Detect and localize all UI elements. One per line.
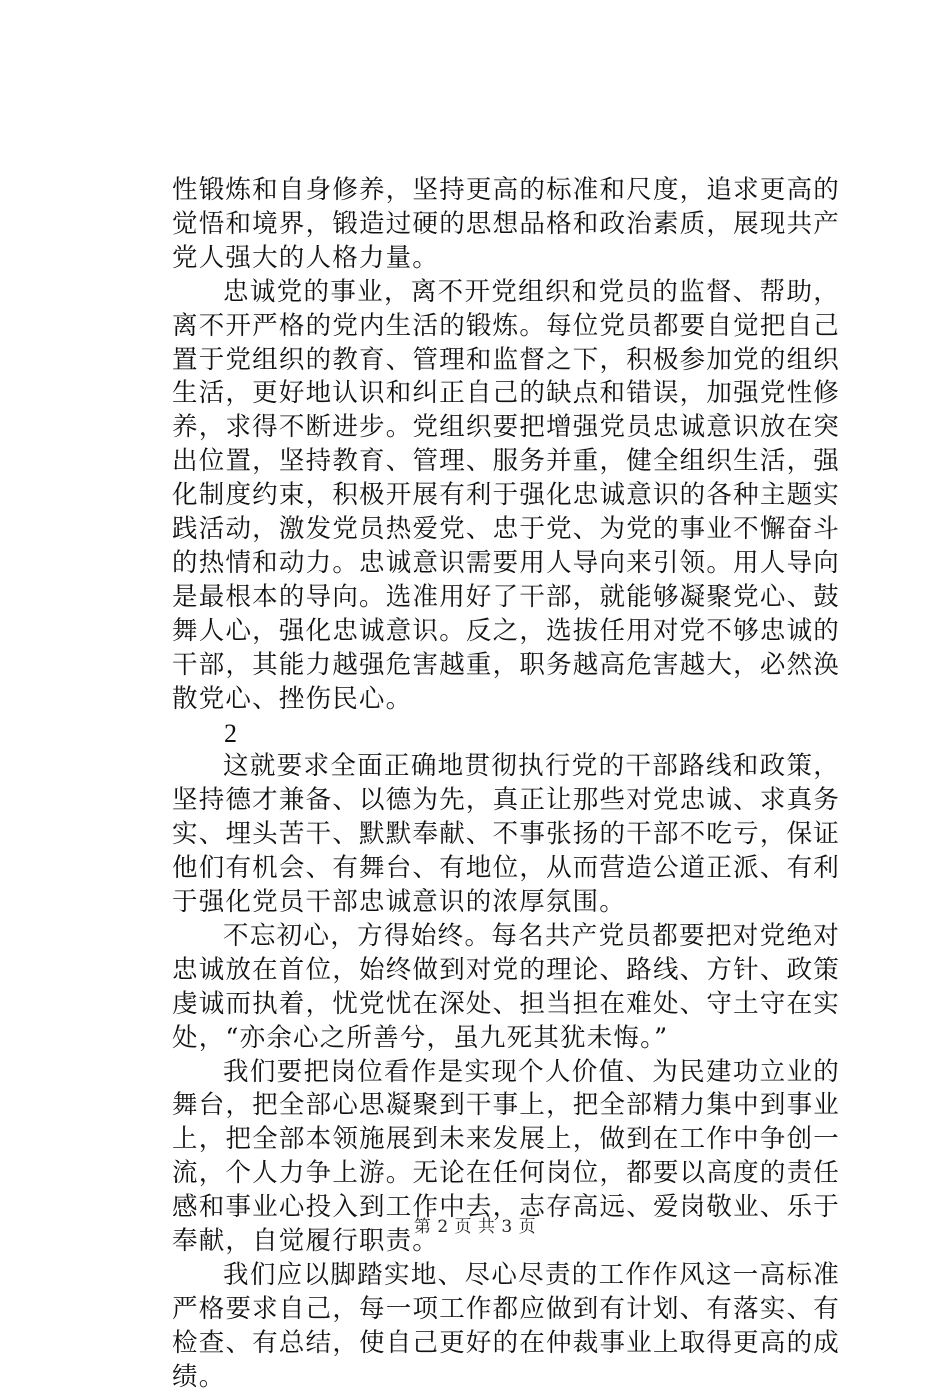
paragraph-cadre-policy: 这就要求全面正确地贯彻执行党的干部路线和政策，坚持德才兼备、以德为先，真正让那些对党忠诚、求真务实、埋头苦干、默默奉献、不事张扬的干部不吃亏，保证他们有机会、有舞台、有地位，从而营造公道正派、有利于强化党员干部忠诚意识的浓厚氛围。 bbox=[172, 751, 840, 918]
page-indicator: 第 2 页 共 3 页 bbox=[413, 1217, 537, 1237]
paragraph-work-style: 我们应以脚踏实地、尽心尽责的工作作风这一高标准严格要求自己，每一项工作都应做到有计划、有落实、有检查、有总结，使自己更好的在仲裁事业上取得更高的成绩。 bbox=[172, 1260, 840, 1392]
paragraph-party-supervision: 忠诚党的事业，离不开党组织和党员的监督、帮助，离不开严格的党内生活的锻炼。每位党员都要自觉把自己置于党组织的教育、管理和监督之下，积极参加党的组织生活，更好地认识和纠正自己的缺点和错误，加强党性修养，求得不断进步。党组织要把增强党员忠诚意识放在突出位置，坚持教育、管理、服务并重，健全组织生活，强化制度约束，积极开展有利于强化忠诚意识的各种主题实践活动，激发党员热爱党、忠于党、为党的事业不懈奋斗的热情和动力。忠诚意识需要用人导向来引领。用人导向是最根本的导向。选准用好了干部，就能够凝聚党心、鼓舞人心，强化忠诚意识。反之，选拔任用对党不够忠诚的干部，其能力越强危害越重，职务越高危害越大，必然涣散党心、挫伤民心。 bbox=[172, 276, 840, 714]
inline-number: 2 bbox=[224, 718, 239, 748]
paragraph-continuation: 性锻炼和自身修养，坚持更高的标准和尺度，追求更高的觉悟和境界，锻造过硬的思想品格和政治素质，展现共产党人强大的人格力量。 bbox=[172, 175, 840, 273]
page-footer bbox=[0, 1212, 950, 1237]
paragraph-original-aspiration: 不忘初心，方得始终。每名共产党员都要把对党绝对忠诚放在首位，始终做到对党的理论、路线、方针、政策虔诚而执着，忧党忧在深处、担当担在难处、守土守在实处，“亦余心之所善兮，虽九死其犹未悔。” bbox=[172, 920, 840, 1053]
paragraph-job-value: 我们要把岗位看作是实现个人价值、为民建功立业的舞台，把全部心思凝聚到干事上，把全部精力集中到事业上，把全部本领施展到未来发展上，做到在工作中争创一流，个人力争上游。无论在任何岗位，都要以高度的责任感和事业心投入到工作中去，志存高远、爱岗敬业、乐于奉献，自觉履行职责。 bbox=[172, 1056, 840, 1257]
